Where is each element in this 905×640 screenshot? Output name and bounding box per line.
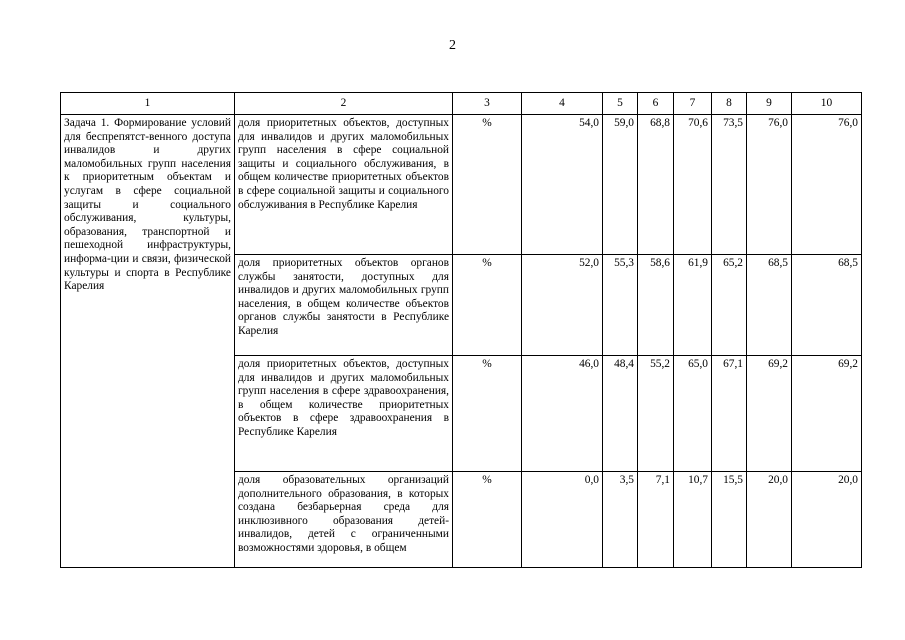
header-row <box>61 93 862 115</box>
value-cell: 73,5 <box>712 115 747 255</box>
column-header: 3 <box>453 93 522 115</box>
column-header: 2 <box>235 93 453 115</box>
unit-cell: % <box>453 115 522 255</box>
value-cell: 58,6 <box>638 255 674 356</box>
value-cell: 59,0 <box>603 115 638 255</box>
column-header: 10 <box>792 93 862 115</box>
unit-cell: % <box>453 356 522 472</box>
indicator-cell: доля приоритетных объектов органов службы занятости, доступных для инвалидов и других маломобильных групп населения, в общем количестве объектов органов службы занятости в Республике Карелия <box>235 255 453 356</box>
value-cell: 61,9 <box>674 255 712 356</box>
value-cell: 3,5 <box>603 472 638 568</box>
value-cell: 70,6 <box>674 115 712 255</box>
value-cell: 20,0 <box>792 472 862 568</box>
task-cell: Задача 1. Формирование условий для беспрепятст-венного доступа инвалидов и других маломобильных групп населения к приоритетным объектам и услугам в сфере социальной защиты и социального обслуживания, культуры, образования, транспортной и пешеходной инфраструктуры, информа-ции и связи, физической культуры и спорта в Республике Карелия <box>61 115 235 568</box>
value-cell: 46,0 <box>522 356 603 472</box>
value-cell: 67,1 <box>712 356 747 472</box>
value-cell: 65,0 <box>674 356 712 472</box>
column-header: 4 <box>522 93 603 115</box>
column-header: 8 <box>712 93 747 115</box>
value-cell: 69,2 <box>747 356 792 472</box>
column-header: 1 <box>61 93 235 115</box>
value-cell: 0,0 <box>522 472 603 568</box>
column-header: 6 <box>638 93 674 115</box>
value-cell: 48,4 <box>603 356 638 472</box>
value-cell: 68,5 <box>747 255 792 356</box>
value-cell: 20,0 <box>747 472 792 568</box>
table-row <box>61 115 862 255</box>
indicator-cell: доля приоритетных объектов, доступных для инвалидов и других маломобильных групп населения в сфере социальной защиты и социального обслуживания, в общем количестве приоритетных объектов в сфере социальной защиты и социального обслуживания в Республике Карелия <box>235 115 453 255</box>
value-cell: 65,2 <box>712 255 747 356</box>
value-cell: 52,0 <box>522 255 603 356</box>
value-cell: 68,5 <box>792 255 862 356</box>
unit-cell: % <box>453 255 522 356</box>
column-header: 7 <box>674 93 712 115</box>
value-cell: 54,0 <box>522 115 603 255</box>
indicator-cell: доля приоритетных объектов, доступных для инвалидов и других маломобильных групп населения в сфере здравоохранения, в общем количестве приоритетных объектов в сфере здравоохранения в Республике Карелия <box>235 356 453 472</box>
value-cell: 55,3 <box>603 255 638 356</box>
value-cell: 76,0 <box>747 115 792 255</box>
page-number: 2 <box>449 38 456 53</box>
column-header: 5 <box>603 93 638 115</box>
value-cell: 7,1 <box>638 472 674 568</box>
value-cell: 10,7 <box>674 472 712 568</box>
indicators-table <box>60 92 862 568</box>
value-cell: 76,0 <box>792 115 862 255</box>
column-header: 9 <box>747 93 792 115</box>
value-cell: 68,8 <box>638 115 674 255</box>
indicator-cell: доля образовательных организаций дополнительного образования, в которых создана безбарьерная среда для инклюзивного образования детей-инвалидов, детей с ограниченными возможностями здоровья, в общем <box>235 472 453 568</box>
unit-cell: % <box>453 472 522 568</box>
value-cell: 69,2 <box>792 356 862 472</box>
value-cell: 15,5 <box>712 472 747 568</box>
value-cell: 55,2 <box>638 356 674 472</box>
